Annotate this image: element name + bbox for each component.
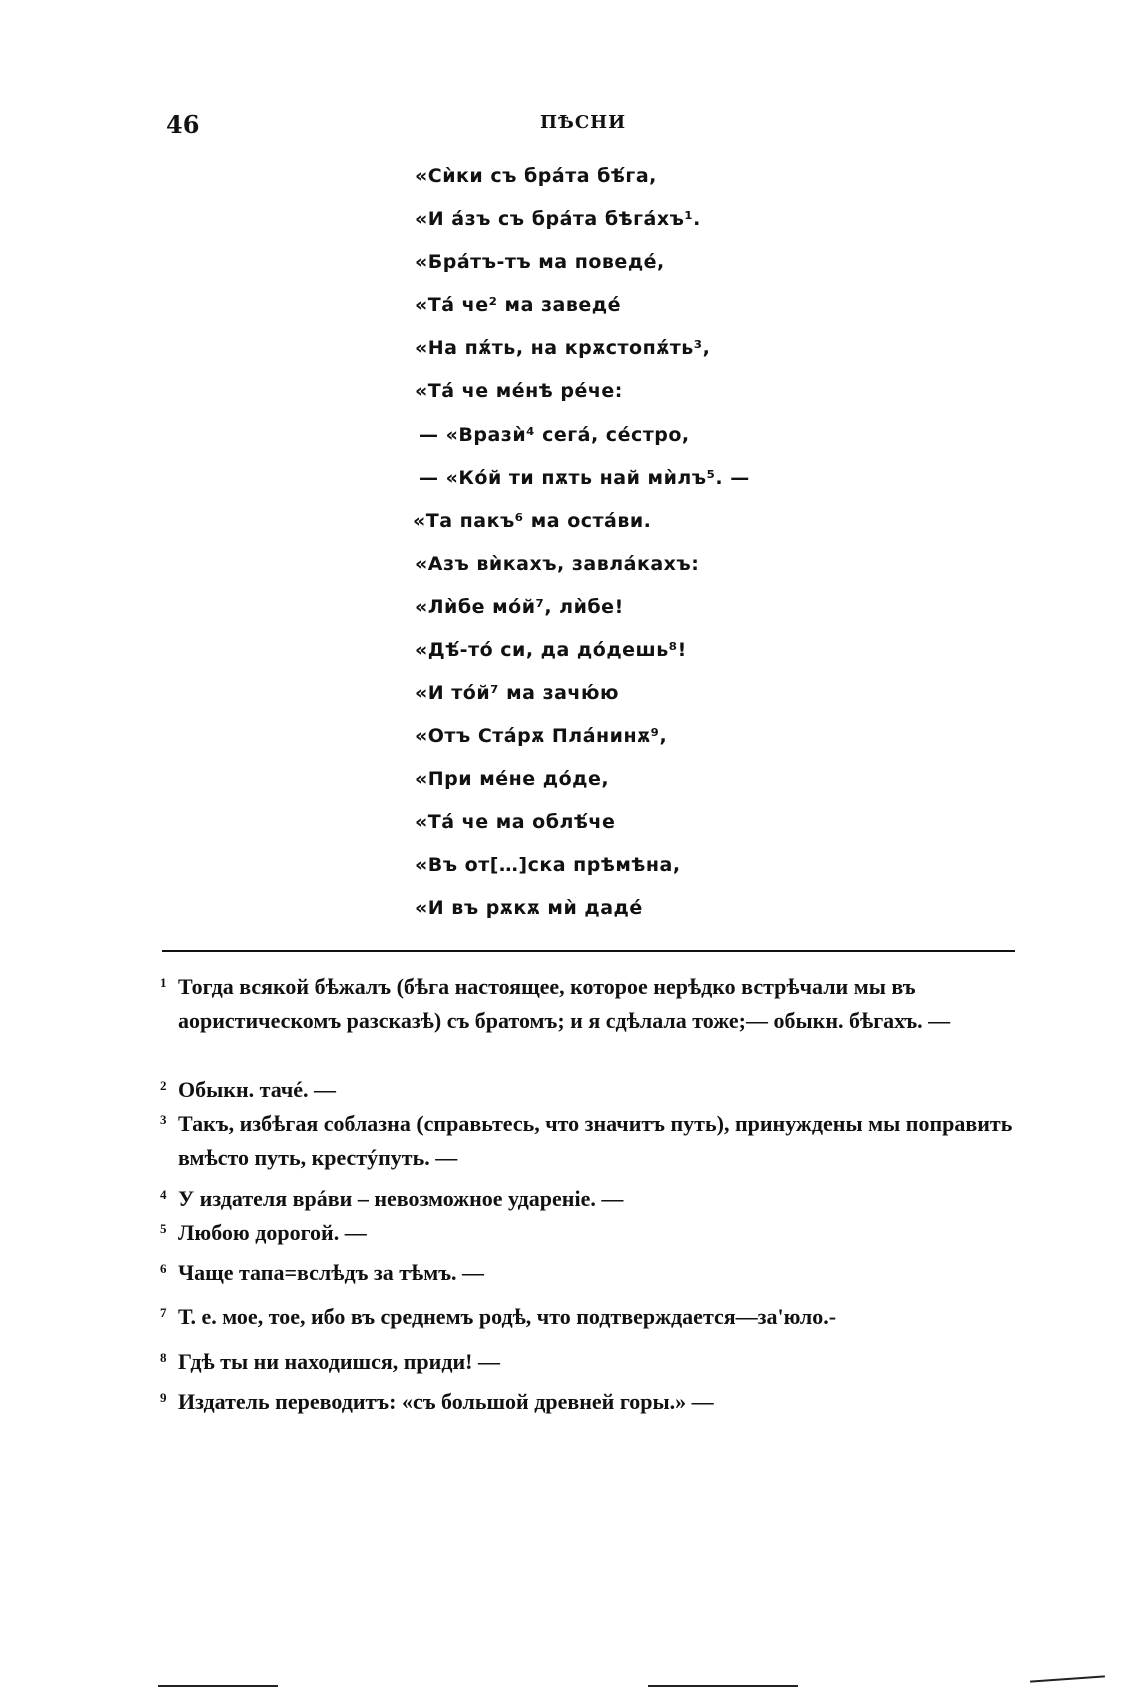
footnote [160, 1073, 1018, 1107]
verse-line: «Сѝки съ брáта бѣ́га, [415, 165, 657, 187]
footnote [160, 1256, 1018, 1290]
footnote-text: Такъ, избѣгая соблазна (справьтесь, что значитъ путь), принуждены мы поправить вмѣсто путь, крестýпуть. — [178, 1111, 1013, 1170]
footnote-number: 6 [160, 1261, 167, 1276]
verse-line: — «Кóй ти пѫть най мѝлъ⁵. — [419, 467, 750, 489]
footnote-text: Чаще тапа=вслѣдъ за тѣмъ. — [178, 1260, 485, 1285]
verse-line: «Отъ Стáрѫ Плáнинѫ⁹, [415, 725, 668, 747]
verse-line: «Та пакъ⁶ ма остáви. [413, 510, 652, 532]
verse-line: «Лѝбе мóй⁷, лѝбе! [415, 596, 624, 618]
running-head: ПѢСНИ [540, 112, 627, 133]
footnote [160, 1385, 1018, 1419]
verse-line: «Азъ вѝкахъ, завлáкахъ: [415, 553, 700, 575]
verse-line: «При мéне дóде, [415, 768, 610, 790]
page-number: 46 [166, 110, 200, 139]
scan-artifact-line [648, 1685, 798, 1687]
footnote [160, 1345, 1018, 1379]
verse-line: — «Вразѝ⁴ сегá, сéстро, [419, 424, 690, 446]
footnote-text: Тогда всякой бѣжалъ (бѣга настоящее, которое нерѣдко встрѣчали мы въ аористическомъ разсказѣ) съ братомъ; и я сдѣлала тоже;— обыкн. бѣгахъ. — [178, 974, 951, 1033]
footnote [160, 1300, 1018, 1334]
footnote [160, 1107, 1018, 1175]
footnote-text: Обыкн. тачé. — [178, 1077, 337, 1102]
footnote-text: Гдѣ ты ни находишся, приди! — [178, 1349, 500, 1374]
verse-line: «На пѫ́ть, на крѫстопѫ́ть³, [415, 337, 711, 359]
footnote-text: У издателя врáви – невозможное удареніе. — [178, 1186, 624, 1211]
footnote-number: 9 [160, 1390, 167, 1405]
scan-artifact-line [1030, 1675, 1105, 1682]
verse-line: «Брáтъ-тъ ма поведé, [415, 251, 665, 273]
footnote-text: Издатель переводитъ: «съ большой древней горы.» — [178, 1389, 714, 1414]
verse-line: «Тá че ма облѣ́че [415, 811, 616, 833]
verse-line: «Дѣ́-тó си, да дóдешь⁸! [415, 639, 687, 661]
scan-artifact-line [158, 1685, 278, 1687]
verse-line: «И тóй⁷ ма зачю́ю [415, 682, 619, 704]
verse-line: «И въ рѫкѫ мѝ дадé [415, 897, 643, 919]
verse-line: «Въ от[…]ска прѣмѣна, [415, 854, 681, 876]
footnote-number: 5 [160, 1221, 167, 1236]
footnote-number: 1 [160, 975, 167, 990]
footnote-text: Любою дорогой. — [178, 1220, 367, 1245]
footnote-number: 3 [160, 1112, 167, 1127]
footnote-text: Т. е. мое, тое, ибо въ среднемъ родѣ, что подтверждается—за'юло.- [178, 1304, 837, 1329]
verse-line: «Тá че² ма заведé [415, 294, 622, 316]
footnote [160, 970, 1018, 1038]
verse-line: «Тá че мéнѣ рéче: [415, 380, 623, 402]
verse-line: «И áзъ съ брáта бѣгáхъ¹. [415, 208, 701, 230]
footnote [160, 1182, 1018, 1216]
footnote-number: 7 [160, 1305, 167, 1320]
footnote-number: 8 [160, 1350, 167, 1365]
footnote [160, 1216, 1018, 1250]
footnote-number: 2 [160, 1078, 167, 1093]
footnote-rule [162, 950, 1015, 952]
footnote-number: 4 [160, 1187, 167, 1202]
